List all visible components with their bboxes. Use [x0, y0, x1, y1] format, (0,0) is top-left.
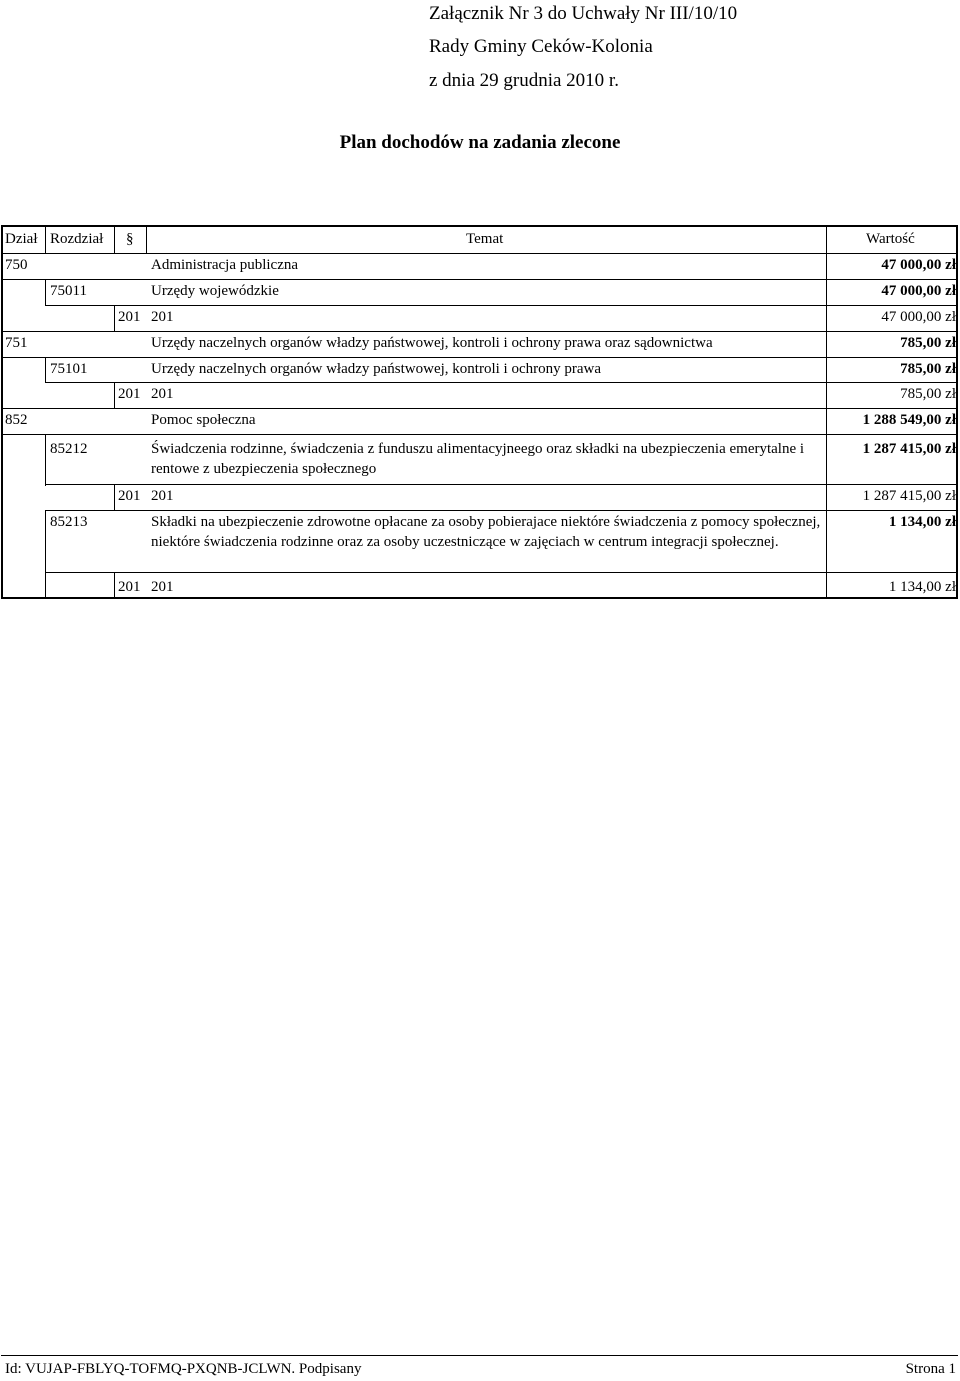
header-line-3: z dnia 29 grudnia 2010 r.	[429, 70, 619, 91]
indent-rozdzial	[45, 279, 46, 306]
indent-paragraf	[114, 382, 115, 409]
col-header-dzial: Dział	[5, 231, 38, 247]
header-line-2: Rady Gminy Ceków-Kolonia	[429, 36, 653, 57]
table-border-top	[1, 225, 958, 227]
row-temat: Urzędy naczelnych organów władzy państwowej, kontroli i ochrony prawa oraz sądownictwa	[151, 335, 713, 351]
indent-paragraf	[114, 484, 115, 511]
col-sep-rozdzial	[114, 225, 115, 254]
row-paragraf: 201	[118, 386, 141, 402]
row-sep	[1, 434, 958, 435]
footer-rule	[1, 1355, 958, 1356]
row-rozdzial: 85213	[50, 514, 88, 530]
row-wartosc: 785,00 zł	[900, 335, 956, 351]
document-id: Id: VUJAP-FBLYQ-TOFMQ-PXQNB-JCLWN. Podpisany	[5, 1361, 362, 1377]
col-header-wartosc: Wartość	[866, 231, 915, 247]
col-sep-temat	[826, 225, 827, 599]
row-sep	[45, 305, 958, 306]
indent-paragraf	[114, 305, 115, 331]
row-temat: Świadczenia rodzinne, świadczenia z funduszu alimentacyjneego oraz składki na ubezpieczenia emerytalne i rentowe z ubezpieczenia społecznego	[151, 441, 805, 477]
row-wartosc: 47 000,00 zł	[881, 283, 956, 299]
page-number: Strona 1	[905, 1361, 956, 1377]
row-sep	[45, 510, 958, 511]
row-sep	[45, 572, 958, 573]
col-sep-paragraf	[146, 225, 147, 254]
row-dzial: 751	[5, 335, 28, 351]
row-paragraf: 201	[118, 309, 141, 325]
row-temat: Urzędy wojewódzkie	[151, 283, 279, 299]
row-wartosc: 785,00 zł	[900, 361, 956, 377]
row-wartosc: 1 134,00 zł	[888, 514, 956, 530]
table-border-left	[1, 225, 3, 599]
row-temat: Składki na ubezpieczenie zdrowotne opłacane za osoby pobierajace niektóre świadczenia z pomocy społecznej, niektóre świadczenia rodzinne oraz za osoby uczestniczące w zajęciach w centrum integracji społecznej.	[151, 514, 821, 550]
document-title: Plan dochodów na zadania zlecone	[339, 132, 621, 153]
indent-paragraf	[114, 572, 115, 599]
indent-rozdzial	[45, 510, 46, 599]
row-sep	[1, 408, 958, 409]
indent-rozdzial	[45, 434, 46, 486]
col-sep-dzial	[45, 225, 46, 254]
row-sep	[45, 382, 958, 383]
row-wartosc: 47 000,00 zł	[881, 309, 956, 325]
indent-rozdzial	[45, 357, 46, 383]
row-dzial: 750	[5, 257, 28, 273]
row-temat: Administracja publiczna	[151, 257, 299, 273]
header-sep	[1, 253, 958, 254]
row-wartosc: 1 287 415,00 zł	[862, 441, 956, 457]
row-wartosc: 1 288 549,00 zł	[862, 412, 956, 428]
col-header-temat: Temat	[466, 231, 504, 247]
row-temat: Pomoc społeczna	[151, 412, 256, 428]
row-wartosc: 47 000,00 zł	[881, 257, 956, 273]
row-paragraf: 201	[118, 579, 141, 595]
row-wartosc: 785,00 zł	[900, 386, 956, 402]
row-sep	[1, 331, 958, 332]
row-dzial: 852	[5, 412, 28, 428]
row-paragraf: 201	[118, 488, 141, 504]
row-temat: 201	[151, 488, 174, 504]
row-wartosc: 1 134,00 zł	[888, 579, 956, 595]
row-sep	[1, 279, 958, 280]
row-temat: Urzędy naczelnych organów władzy państwowej, kontroli i ochrony prawa	[151, 361, 601, 377]
row-wartosc: 1 287 415,00 zł	[862, 488, 956, 504]
row-rozdzial: 75011	[50, 283, 87, 299]
row-sep	[1, 357, 958, 358]
row-rozdzial: 85212	[50, 441, 88, 457]
header-line-1: Załącznik Nr 3 do Uchwały Nr III/10/10	[429, 3, 738, 24]
col-header-rozdzial: Rozdział	[50, 231, 104, 247]
row-rozdzial: 75101	[50, 361, 88, 377]
col-header-paragraf: §	[126, 231, 134, 247]
table-border-right	[956, 225, 958, 599]
row-temat: 201	[151, 309, 174, 325]
row-temat: 201	[151, 386, 174, 402]
row-sep	[45, 484, 958, 485]
table-border-bottom	[1, 597, 958, 599]
row-temat: 201	[151, 579, 174, 595]
